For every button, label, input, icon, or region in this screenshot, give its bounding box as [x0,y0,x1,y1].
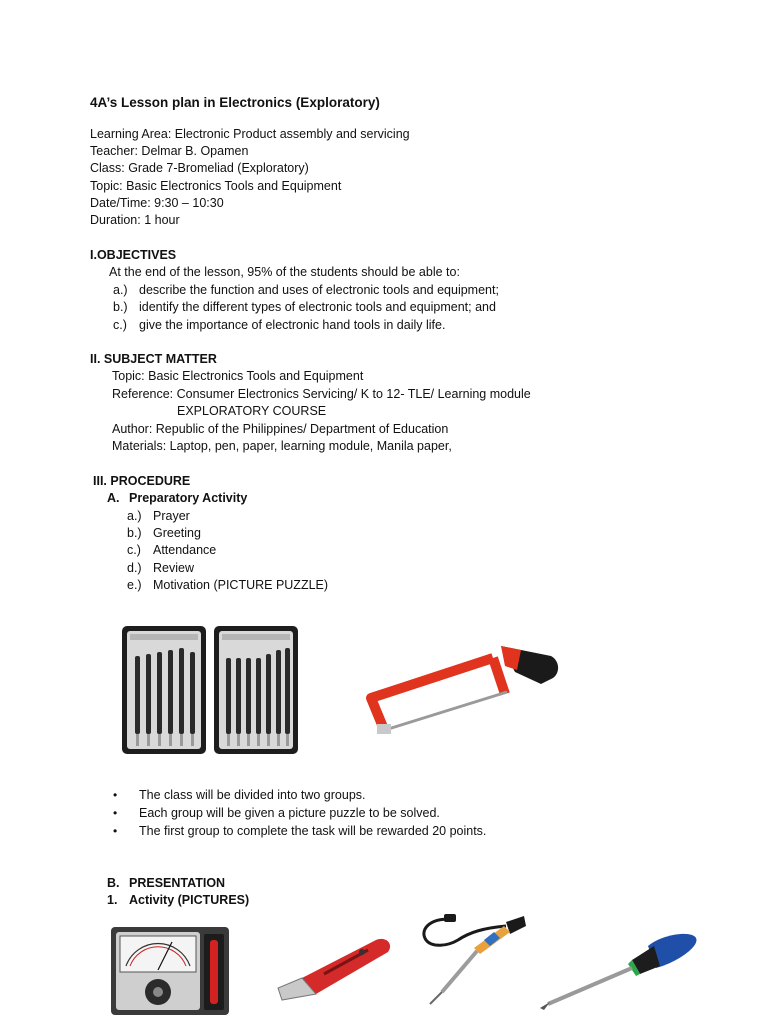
objectives-heading: I.OBJECTIVES [90,248,177,262]
bullet-icon: • [113,806,118,820]
section-b-heading [107,875,225,891]
date-time: Date/Time: 9:30 – 10:30 [90,196,224,210]
activity-label: Activity (PICTURES) [129,893,250,907]
objective-item [113,317,445,333]
section-marker: B. [107,876,120,890]
utility-knife-icon [272,928,396,1004]
bullet-icon: • [113,788,118,802]
bullet-icon: • [113,824,118,838]
instruction-bullet [113,787,366,803]
subject-author: Author: Republic of the Philippines/ Department of Education [112,422,449,436]
subject-materials: Materials: Laptop, pen, paper, learning module, Manila paper, [112,439,452,453]
step-marker: b.) [127,526,142,540]
soldering-iron-icon [414,910,534,1006]
activity-heading [107,892,249,908]
section-marker: A. [107,491,120,505]
step-text: Greeting [153,526,201,540]
activity-marker: 1. [107,893,118,907]
teacher: Teacher: Delmar B. Opamen [90,144,249,158]
subject-reference-cont: EXPLORATORY COURSE [177,404,327,418]
subject-matter-heading: II. SUBJECT MATTER [90,352,217,366]
step-marker: c.) [127,543,141,557]
learning-area: Learning Area: Electronic Product assembly and servicing [90,127,410,141]
subject-topic: Topic: Basic Electronics Tools and Equipment [112,369,364,383]
procedure-heading: III. PROCEDURE [93,474,191,488]
step-marker: a.) [127,509,142,523]
bullet-text: The first group to complete the task will be rewarded 20 points. [139,824,487,838]
step-text: Attendance [153,543,217,557]
procedure-step [127,560,194,576]
screwdriver-set-icon [120,622,300,758]
section-label: Preparatory Activity [129,491,248,505]
step-text: Motivation (PICTURE PUZZLE) [153,578,329,592]
item-marker: c.) [113,318,127,332]
procedure-step [127,525,201,541]
step-marker: d.) [127,561,142,575]
procedure-step [127,508,190,524]
item-marker: a.) [113,283,128,297]
objective-item [113,299,496,315]
hacksaw-icon [365,632,565,744]
document-title: 4A’s Lesson plan in Electronics (Exploratory) [90,95,380,110]
section-label: PRESENTATION [129,876,226,890]
step-text: Review [153,561,194,575]
procedure-step [127,542,216,558]
bullet-text: The class will be divided into two groups. [139,788,366,802]
step-marker: e.) [127,578,142,592]
procedure-step [127,577,328,593]
item-text: describe the function and uses of electronic tools and equipment; [139,283,499,297]
objectives-intro: At the end of the lesson, 95% of the students should be able to: [109,265,460,279]
screwdriver-icon [538,928,700,1012]
multimeter-icon [110,926,230,1016]
objective-item [113,282,499,298]
bullet-text: Each group will be given a picture puzzle to be solved. [139,806,440,820]
duration: Duration: 1 hour [90,213,180,227]
instruction-bullet [113,805,440,821]
class-info: Class: Grade 7-Bromeliad (Exploratory) [90,161,309,175]
subject-reference: Reference: Consumer Electronics Servicing/ K to 12- TLE/ Learning module [112,387,531,401]
item-text: identify the different types of electronic tools and equipment; and [139,300,496,314]
topic: Topic: Basic Electronics Tools and Equipment [90,179,342,193]
item-text: give the importance of electronic hand tools in daily life. [139,318,446,332]
instruction-bullet [113,823,486,839]
item-marker: b.) [113,300,128,314]
step-text: Prayer [153,509,190,523]
section-a-heading [107,490,247,506]
